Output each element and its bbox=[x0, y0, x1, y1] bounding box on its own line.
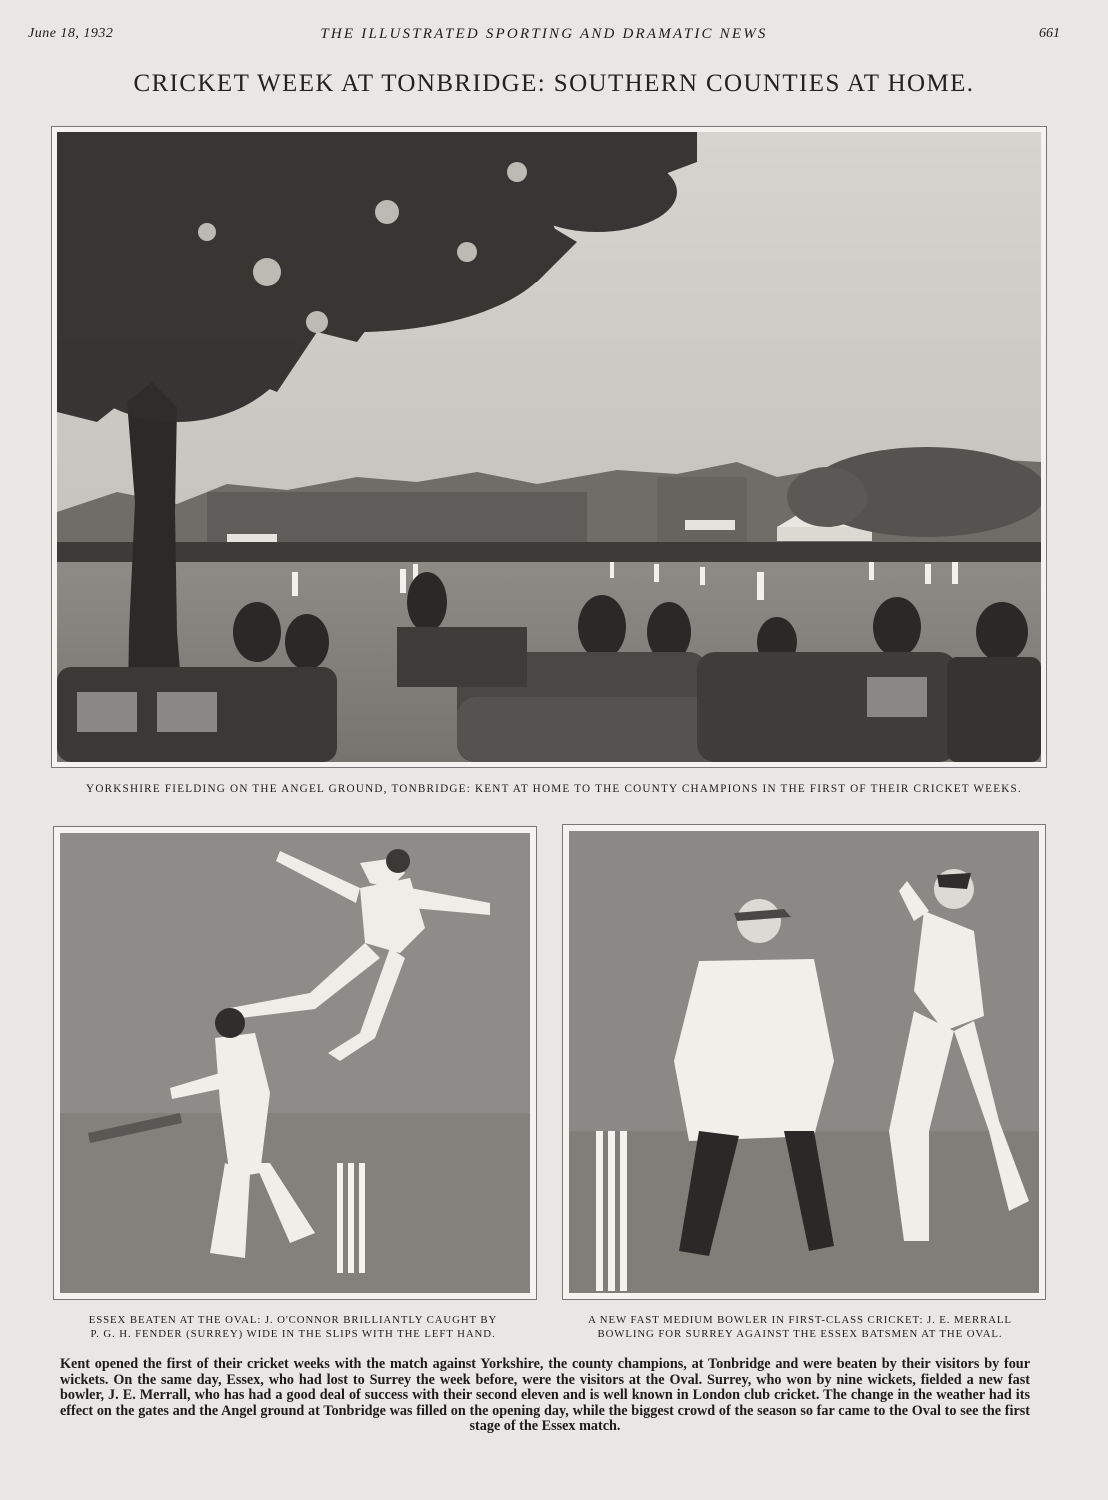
article-text: Kent opened the first of their cricket weeks with the match against Yorkshire, the county champions, at Tonbridge and were beaten by their visitors by four wickets. On the same day, Essex, who had lost to Surrey the week before, were the visitors at the Oval. Surrey, who won by nine wickets, fielded a new fast bowler, J. E. Merrall, who has had a good deal of success with their second eleven and is well known in London club cricket. The change in the weather had its effect on the gates and the Angel ground at Tonbridge was filled on the opening day, while the biggest crowd of the season so far came to the Oval to see the first stage of the Essex match. bbox=[60, 1356, 1030, 1435]
caption-oconnor-caught bbox=[58, 1313, 528, 1341]
page-title: CRICKET WEEK AT TONBRIDGE: SOUTHERN COUNTIES AT HOME. bbox=[133, 70, 975, 97]
caption-angel-ground: YORKSHIRE FIELDING ON THE ANGEL GROUND, TONBRIDGE: KENT AT HOME TO THE COUNTY CHAMPIONS IN THE FIRST OF THEIR CRICKET WEEKS. bbox=[86, 783, 1022, 795]
photo-oconnor-caught bbox=[54, 827, 536, 1299]
issue-date: June 18, 1932 bbox=[28, 26, 114, 41]
caption-merrall-line2: BOWLING FOR SURREY AGAINST THE ESSEX BATSMEN AT THE OVAL. bbox=[597, 1328, 1003, 1340]
photo-merrall-bowling-image bbox=[569, 831, 1039, 1293]
caption-merrall-bowling bbox=[562, 1313, 1038, 1341]
photo-angel-ground bbox=[52, 127, 1046, 767]
publication-name: THE ILLUSTRATED SPORTING AND DRAMATIC NEWS bbox=[320, 26, 768, 42]
photo-angel-ground-image bbox=[57, 132, 1041, 762]
page-number: 661 bbox=[1039, 26, 1060, 41]
photo-merrall-bowling bbox=[563, 825, 1045, 1299]
caption-oconnor-line1: ESSEX BEATEN AT THE OVAL: J. O'CONNOR BRILLIANTLY CAUGHT BY bbox=[88, 1314, 498, 1326]
caption-merrall-line1: A NEW FAST MEDIUM BOWLER IN FIRST-CLASS CRICKET: J. E. MERRALL bbox=[588, 1314, 1012, 1326]
photo-oconnor-caught-image bbox=[60, 833, 530, 1293]
caption-oconnor-line2: P. G. H. FENDER (SURREY) WIDE IN THE SLIPS WITH THE LEFT HAND. bbox=[90, 1328, 496, 1340]
page-header bbox=[28, 26, 1060, 48]
